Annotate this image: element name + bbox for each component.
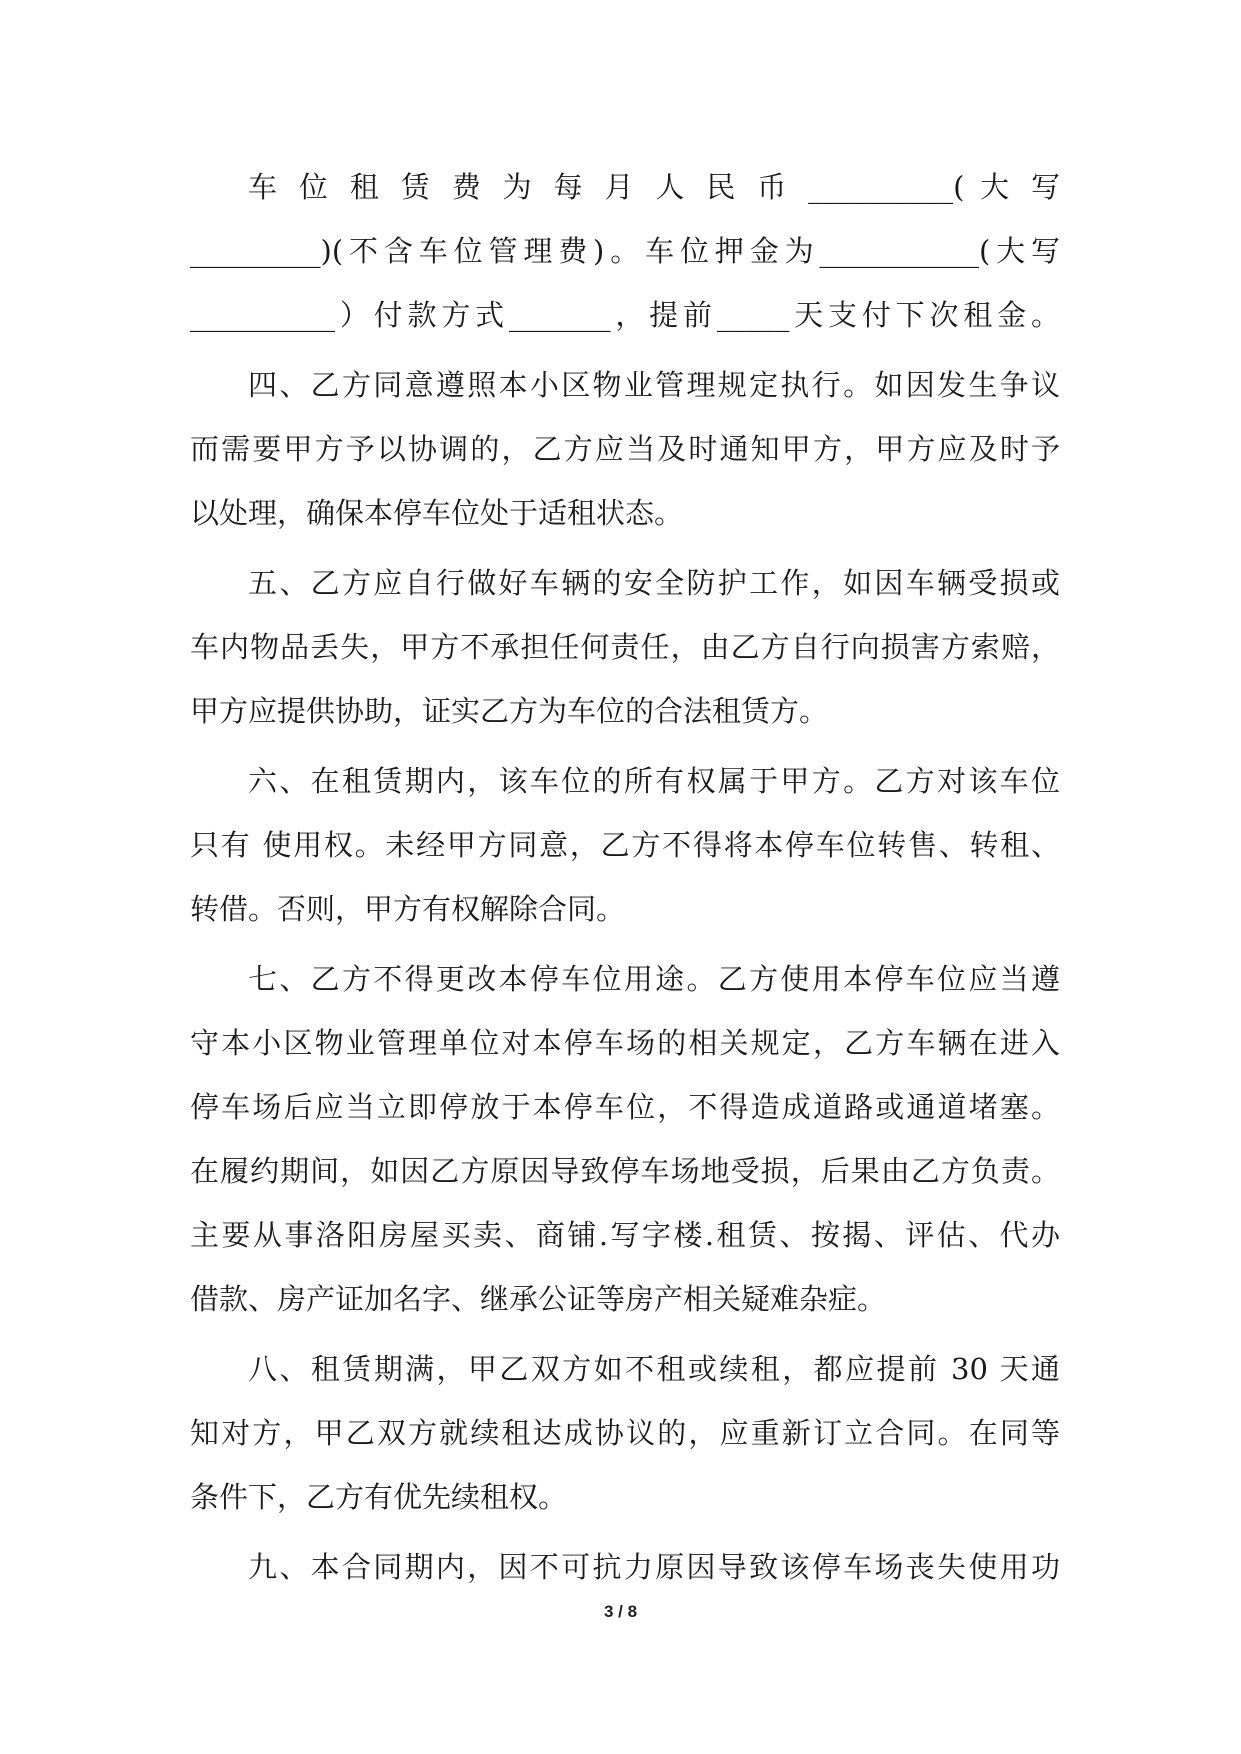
text-line: 六、在租赁期内，该车位的所有权属于甲方。乙方对该车位 bbox=[248, 764, 1060, 798]
text-line: __________）付款方式_______，提前_____天支付下次租金。 bbox=[190, 298, 1060, 332]
text-line: 守本小区物业管理单位对本停车场的相关规定，乙方车辆在进入 bbox=[190, 1026, 1060, 1060]
text-line: 车内物品丢失，甲方不承担任何责任，由乙方自行向损害方索赔， bbox=[190, 630, 1060, 664]
text-line: 条件下，乙方有优先续租权。 bbox=[190, 1480, 568, 1514]
text-line: 七、乙方不得更改本停车位用途。乙方使用本停车位应当遵 bbox=[248, 962, 1060, 996]
text-line: 五、乙方应自行做好车辆的安全防护工作，如因车辆受损或 bbox=[248, 566, 1060, 600]
text-line: 九、本合同期内，因不可抗力原因导致该停车场丧失使用功 bbox=[248, 1550, 1060, 1584]
text-line: 停车场后应当立即停放于本停车位，不得造成道路或通道堵塞。 bbox=[190, 1090, 1060, 1124]
text-line: 借款、房产证加名字、继承公证等房产相关疑难杂症。 bbox=[190, 1282, 887, 1316]
text-line: 知对方，甲乙双方就续租达成协议的，应重新订立合同。在同等 bbox=[190, 1416, 1060, 1450]
text-line: 转借。否则，甲方有权解除合同。 bbox=[190, 892, 626, 926]
text-line: 八、租赁期满，甲乙双方如不租或续租，都应提前 30 天通 bbox=[248, 1352, 1060, 1386]
text-line: 而需要甲方予以协调的，乙方应当及时通知甲方，甲方应及时予 bbox=[190, 432, 1060, 466]
text-line: 以处理，确保本停车位处于适租状态。 bbox=[190, 496, 684, 530]
text-line: _________)(不含车位管理费)。车位押金为___________(大写 bbox=[190, 234, 1060, 268]
text-line: 四、乙方同意遵照本小区物业管理规定执行。如因发生争议 bbox=[248, 368, 1060, 402]
text-line: 车 位 租 赁 费 为 每 月 人 民 币 __________( 大 写 bbox=[248, 170, 1060, 204]
text-line: 只有 使用权。未经甲方同意，乙方不得将本停车位转售、转租、 bbox=[190, 828, 1060, 862]
text-line: 甲方应提供协助，证实乙方为车位的合法租赁方。 bbox=[190, 694, 829, 728]
text-line: 主要从事洛阳房屋买卖、商铺.写字楼.租赁、按揭、评估、代办 bbox=[190, 1218, 1060, 1252]
text-line: 在履约期间，如因乙方原因导致停车场地受损，后果由乙方负责。 bbox=[190, 1154, 1060, 1188]
contract-body bbox=[190, 155, 1060, 1599]
page-number: 3 / 8 bbox=[603, 1602, 638, 1621]
